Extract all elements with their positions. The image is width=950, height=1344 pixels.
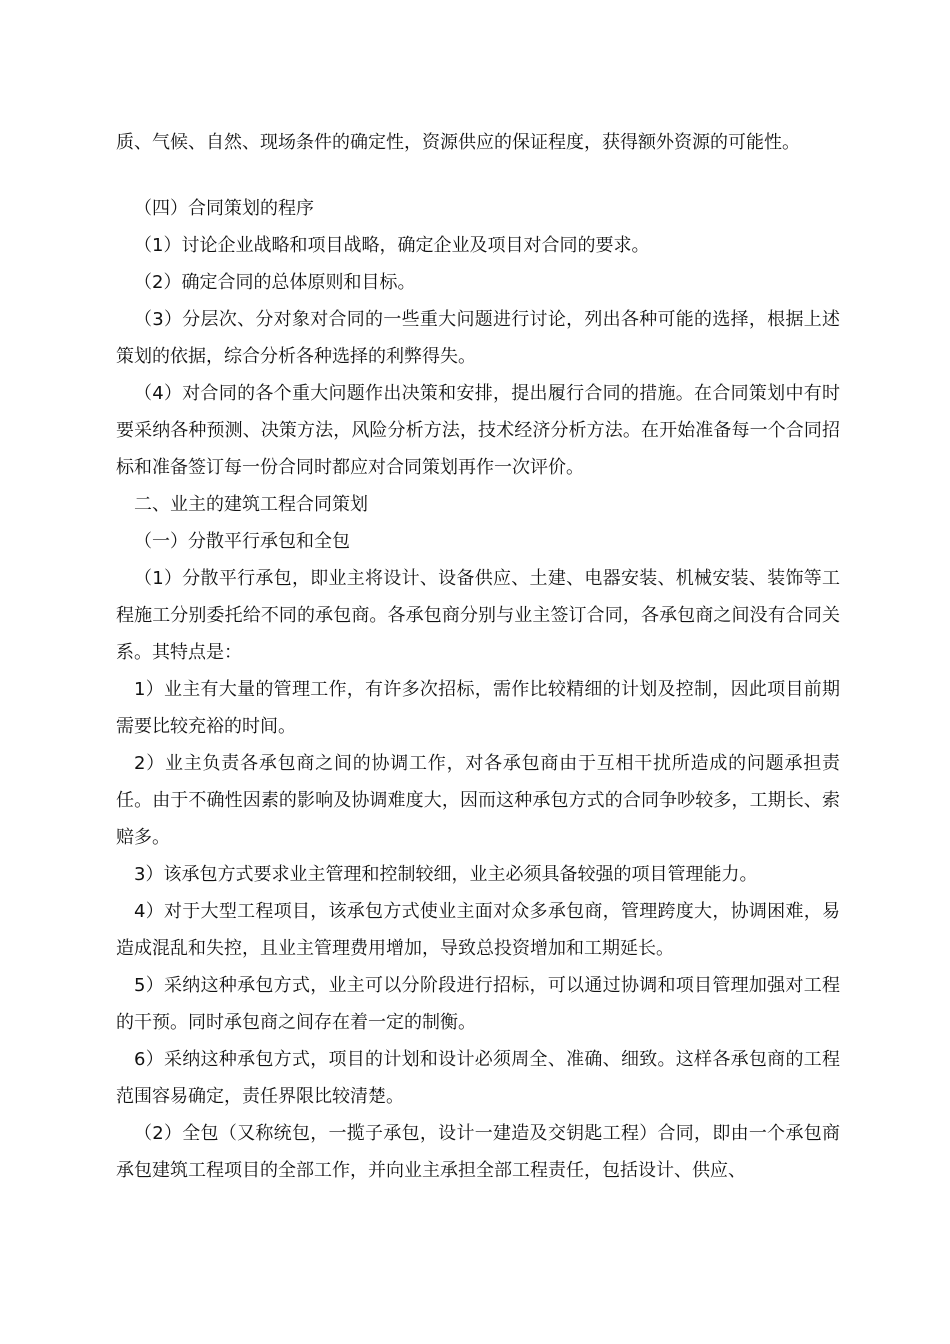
feature-item-2: 2）业主负责各承包商之间的协调工作，对各承包商由于互相干扰所造成的问题承担责任。由于不确性因素的影响及协调难度大，因而这种承包方式的合同争吵较多，工期长、索赔多。 [116, 753, 840, 848]
paragraph-continuation: 质、气候、自然、现场条件的确定性，资源供应的保证程度，获得额外资源的可能性。 [116, 132, 800, 153]
procedure-step-4: （4）对合同的各个重大问题作出决策和安排，提出履行合同的措施。在合同策划中有时要采纳各种预测、决策方法，风险分析方法，技术经济分析方法。在开始准备每一个合同招标和准备签订每一份合同时都应对合同策划再作一次评价。 [116, 383, 840, 478]
paragraph-general-contracting: （2）全包（又称统包，一揽子承包，设计一建造及交钥匙工程）合同，即由一个承包商承包建筑工程项目的全部工作，并向业主承担全部工程责任，包括设计、供应、 [116, 1123, 840, 1181]
section-heading-procedure: （四）合同策划的程序 [134, 198, 314, 219]
feature-item-4: 4）对于大型工程项目，该承包方式使业主面对众多承包商，管理跨度大，协调困难，易造成混乱和失控，且业主管理费用增加，导致总投资增加和工期延长。 [116, 901, 840, 959]
procedure-step-1: （1）讨论企业战略和项目战略，确定企业及项目对合同的要求。 [134, 235, 650, 256]
feature-item-3: 3）该承包方式要求业主管理和控制较细，业主必须具备较强的项目管理能力。 [134, 864, 758, 885]
feature-item-5: 5）采纳这种承包方式，业主可以分阶段进行招标，可以通过协调和项目管理加强对工程的干预。同时承包商之间存在着一定的制衡。 [116, 975, 840, 1033]
feature-item-6: 6）采纳这种承包方式，项目的计划和设计必须周全、准确、细致。这样各承包商的工程范围容易确定，责任界限比较清楚。 [116, 1049, 840, 1107]
procedure-step-2: （2）确定合同的总体原则和目标。 [134, 272, 416, 293]
procedure-step-3: （3）分层次、分对象对合同的一些重大问题进行讨论，列出各种可能的选择，根据上述策划的依据，综合分析各种选择的利弊得失。 [116, 309, 840, 367]
chapter-heading-owner-planning: 二、业主的建筑工程合同策划 [134, 494, 368, 515]
section-heading-contracting-modes: （一）分散平行承包和全包 [134, 531, 350, 552]
document-body [116, 124, 840, 1189]
feature-item-1: 1）业主有大量的管理工作，有许多次招标，需作比较精细的计划及控制，因此项目前期需要比较充裕的时间。 [116, 679, 840, 737]
paragraph-separate-contracting: （1）分散平行承包，即业主将设计、设备供应、土建、电器安装、机械安装、装饰等工程施工分别委托给不同的承包商。各承包商分别与业主签订合同，各承包商之间没有合同关系。其特点是： [116, 568, 840, 663]
